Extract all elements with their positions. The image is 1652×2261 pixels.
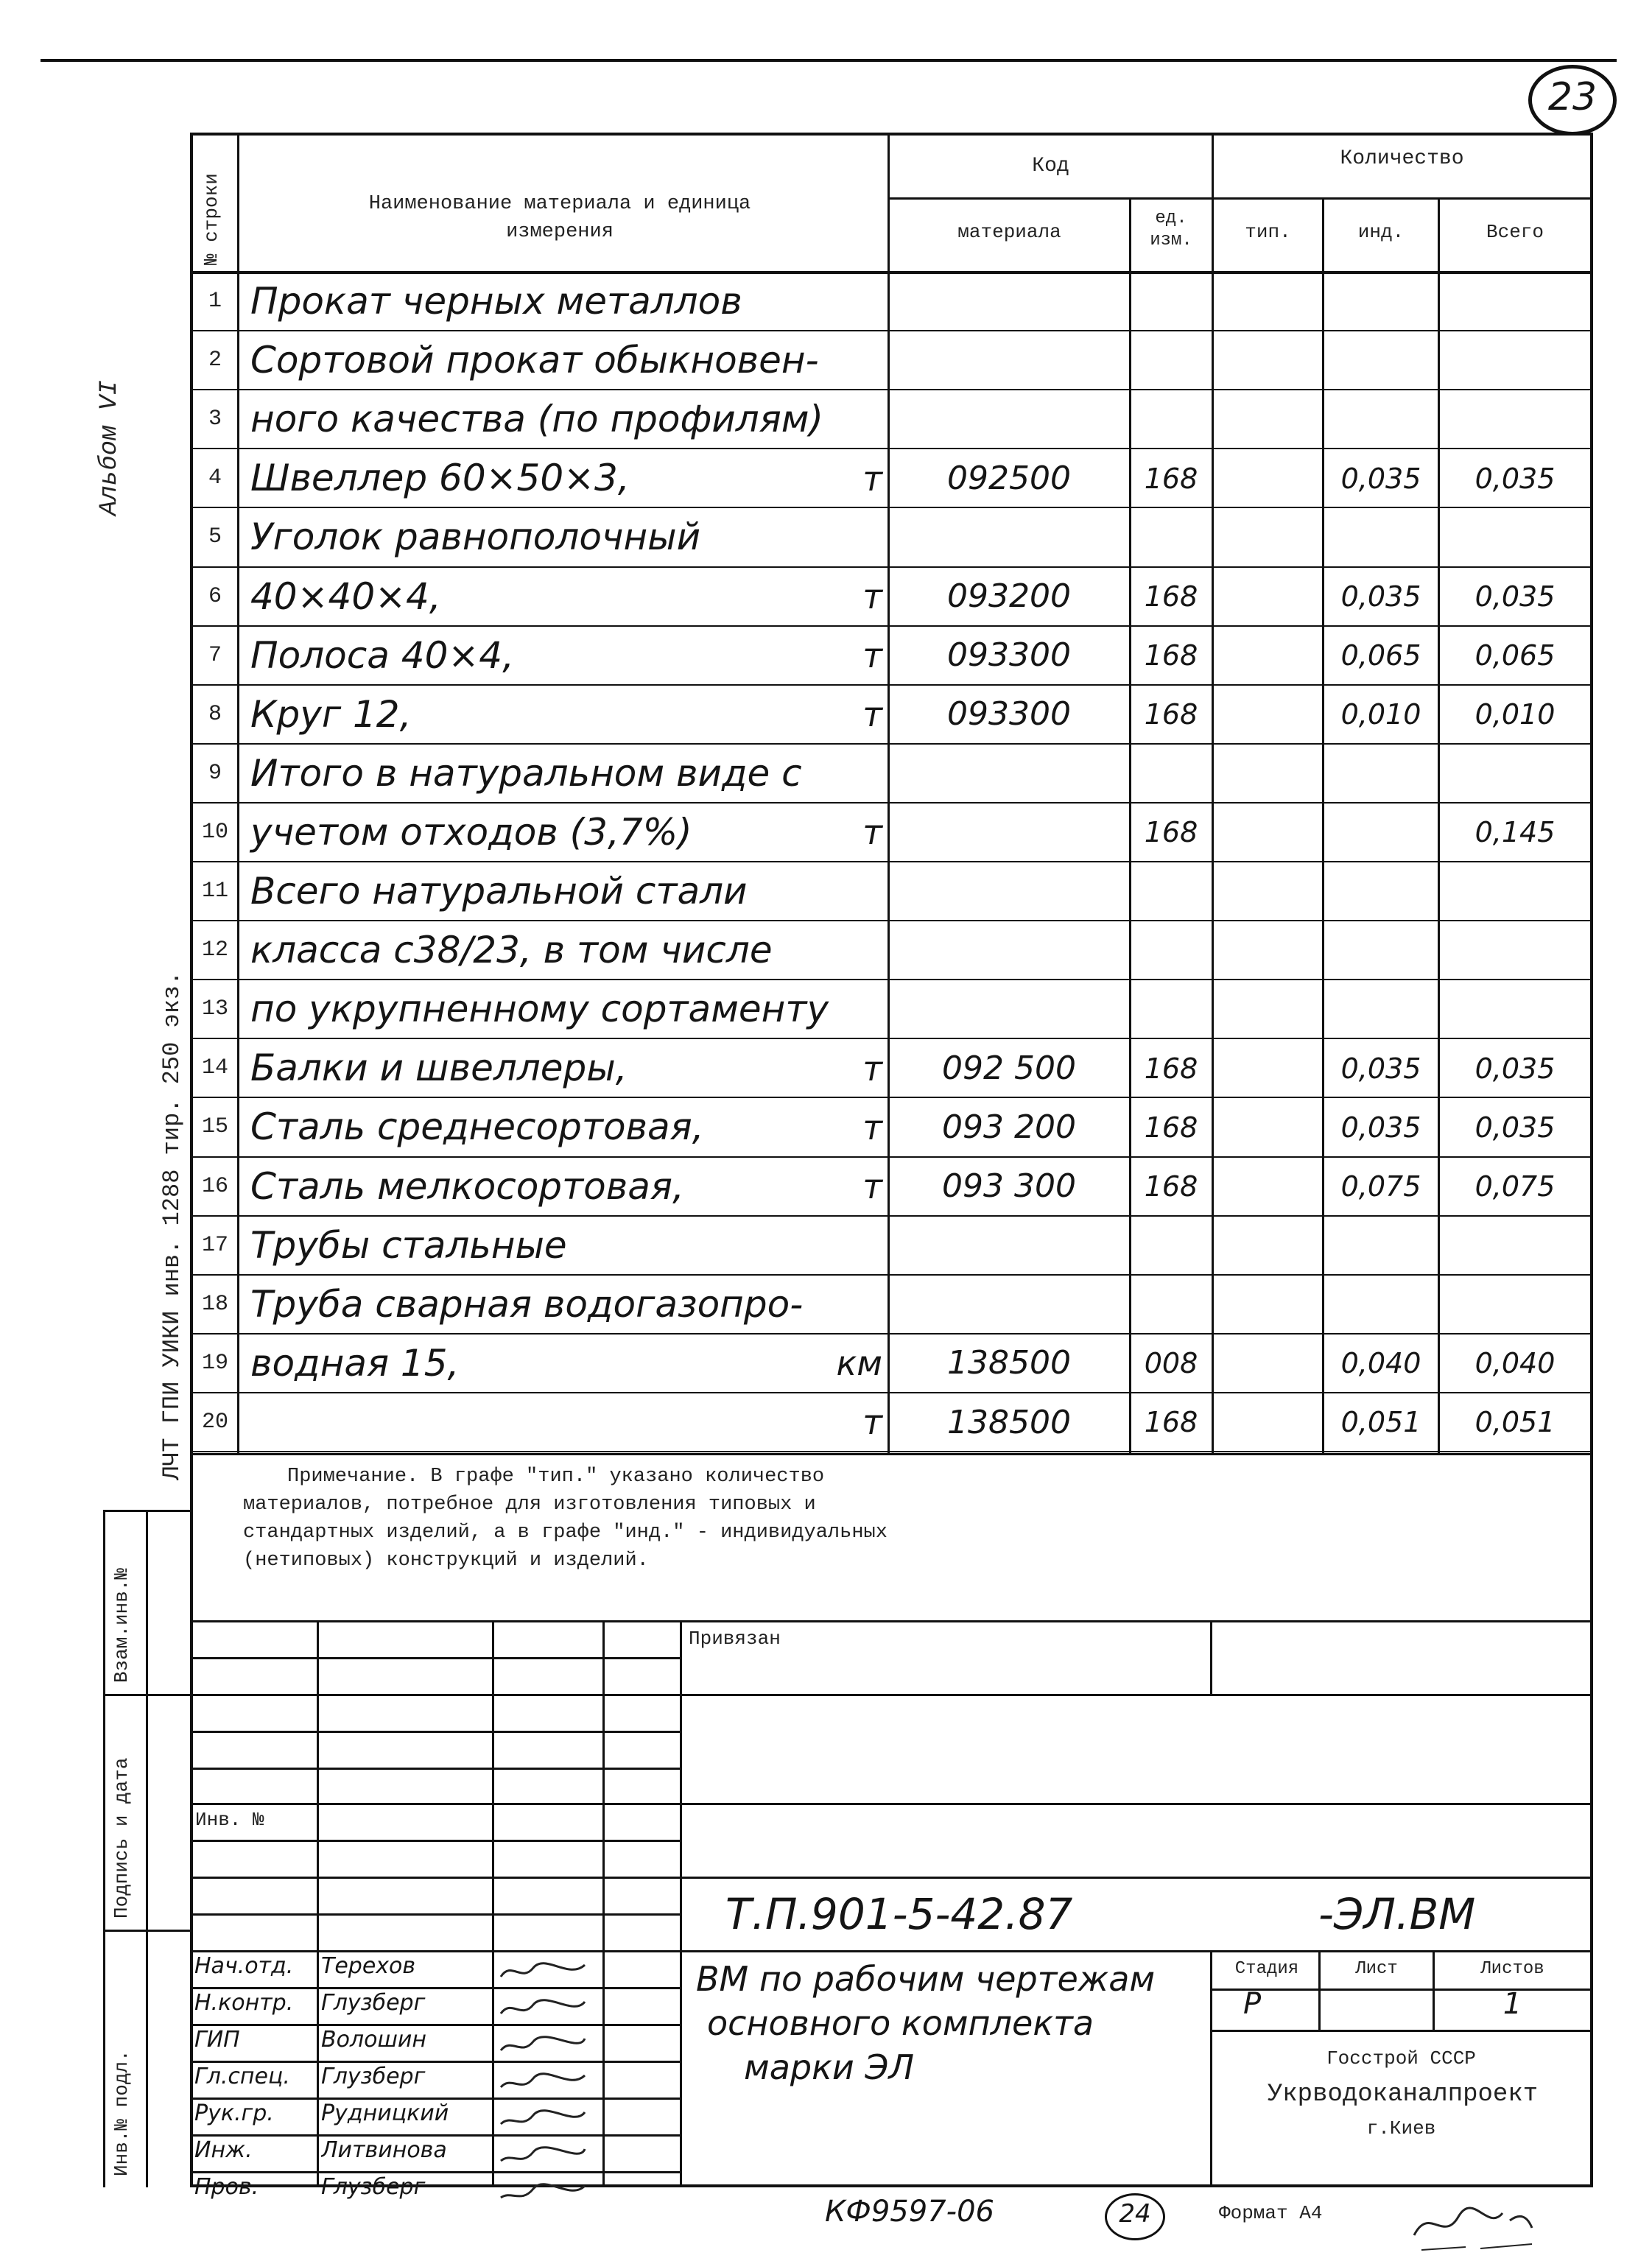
cell-name: Швеллер 60×50×3, xyxy=(250,457,630,500)
signature-mark xyxy=(496,2065,600,2098)
header-qty-typ: тип. xyxy=(1245,221,1291,243)
cell-code: 093300 xyxy=(947,695,1071,734)
album-label: Альбом VI xyxy=(96,380,124,516)
cell-name: учетом отходов (3,7%) xyxy=(250,810,692,854)
margin-reference: ЛЧТ ГПИ УИКИ инв. 1288 тир. 250 экз. xyxy=(158,971,186,1480)
cell-n: 12 xyxy=(201,938,228,963)
row-divider xyxy=(193,389,1590,390)
cell-n: 7 xyxy=(208,642,222,668)
stamp-col-4 xyxy=(680,1620,682,2187)
cell-ind: 0,075 xyxy=(1340,1170,1421,1203)
cell-name: 40×40×4, xyxy=(250,574,441,618)
stamp-line-7 xyxy=(190,1840,680,1842)
cell-code: 093300 xyxy=(947,636,1071,675)
row-divider xyxy=(193,861,1590,862)
signatory-role: Пров. xyxy=(194,2174,259,2200)
cell-ind: 0,040 xyxy=(1340,1347,1421,1380)
signatory-role: Гл.спец. xyxy=(194,2064,290,2089)
signature-mark xyxy=(496,2176,600,2208)
side-stack-mid xyxy=(146,1510,148,2187)
cell-total: 0,035 xyxy=(1475,1111,1556,1144)
row-divider xyxy=(193,920,1590,921)
cell-code: 092500 xyxy=(947,459,1071,497)
row-divider xyxy=(193,743,1590,745)
cell-total: 0,035 xyxy=(1475,462,1556,495)
cell-name: водная 15, xyxy=(250,1341,460,1385)
table-top-border xyxy=(190,133,1593,136)
privyazan-label: Привязан xyxy=(689,1628,781,1650)
note-line-1: Примечание. В графе "тип." указано количество xyxy=(287,1466,825,1488)
stamp-line-4 xyxy=(190,1731,680,1733)
cell-unit-code: 168 xyxy=(1144,697,1198,731)
side-stack-div1 xyxy=(103,1694,193,1696)
header-qty-total: Всего xyxy=(1486,221,1544,243)
cell-unit: т xyxy=(862,576,882,616)
cell-n: 13 xyxy=(201,996,228,1022)
header-code-material: материала xyxy=(957,221,1061,243)
stamp-stage-line-2 xyxy=(1210,2030,1593,2032)
cell-unit-code: 168 xyxy=(1144,462,1198,495)
cell-unit-code: 168 xyxy=(1144,816,1198,849)
cell-name: ного качества (по профилям) xyxy=(250,398,824,441)
stamp-line-15 xyxy=(190,2134,680,2137)
signatory-role: Н.контр. xyxy=(194,1990,294,2016)
cell-name: по укрупненному сортаменту xyxy=(250,988,829,1031)
side-podpis-data: Подпись и дата xyxy=(110,1757,133,1919)
cell-name: Всего натуральной стали xyxy=(250,870,748,913)
cell-total: 0,065 xyxy=(1475,639,1556,672)
cell-name: Балки и швеллеры, xyxy=(250,1047,628,1090)
signatory-name: Терехов xyxy=(321,1953,416,1979)
stamp-col-3 xyxy=(602,1620,605,2187)
side-inv-podl: Инв.№ подл. xyxy=(110,2050,133,2176)
row-divider xyxy=(193,330,1590,331)
note-line-4: (нетиповых) конструкций и изделий. xyxy=(243,1550,649,1572)
row-divider xyxy=(193,684,1590,686)
format-label: Формат А4 xyxy=(1219,2202,1323,2224)
cell-unit: т xyxy=(862,1166,882,1206)
stamp-line-3 xyxy=(190,1694,1593,1696)
header-material-name: Наименование материала и единица измерения xyxy=(368,193,751,243)
cell-ind: 0,010 xyxy=(1340,697,1421,731)
footer-reference: КФ9597-06 xyxy=(825,2195,994,2229)
cell-ind: 0,035 xyxy=(1340,1111,1421,1144)
row-divider xyxy=(193,979,1590,980)
cell-unit: т xyxy=(862,1048,882,1089)
row-divider xyxy=(193,1156,1590,1158)
document-title-line-2: основного комплекта xyxy=(707,2003,1094,2043)
row-divider xyxy=(193,566,1590,568)
cell-n: 11 xyxy=(201,879,228,904)
header-subline xyxy=(887,197,1593,200)
stamp-line-14 xyxy=(190,2098,680,2100)
cell-name: Уголок равнополочный xyxy=(250,516,701,559)
row-divider xyxy=(193,1215,1590,1217)
organization-line-1: Госстрой СССР xyxy=(1326,2047,1476,2070)
inv-no-label: Инв. № xyxy=(195,1809,264,1831)
header-code-unit: ед. изм. xyxy=(1150,208,1192,250)
cell-unit-code: 168 xyxy=(1144,1170,1198,1203)
document-mark: -ЭЛ.ВМ xyxy=(1318,1889,1476,1939)
cell-unit: т xyxy=(862,1107,882,1147)
cell-name: Сортовой прокат обыкновен- xyxy=(250,339,819,382)
cell-name: Сталь среднесортовая, xyxy=(250,1105,704,1149)
cell-unit: т xyxy=(862,695,882,735)
cell-total: 0,035 xyxy=(1475,1052,1556,1085)
stamp-line-11 xyxy=(190,1987,680,1989)
page-number: 23 xyxy=(1547,75,1597,119)
sheets-label: Листов xyxy=(1480,1959,1544,1979)
sheets-value: 1 xyxy=(1502,1987,1522,2021)
signatory-name: Глузберг xyxy=(321,1990,426,2016)
cell-name: Трубы стальные xyxy=(250,1223,567,1267)
row-divider xyxy=(193,1038,1590,1039)
row-divider xyxy=(193,1392,1590,1393)
side-vzam-inv: Взам.инв.№ xyxy=(110,1567,133,1683)
signatory-name: Волошин xyxy=(321,2027,427,2053)
signatory-name: Глузберг xyxy=(321,2174,426,2200)
table-right-border xyxy=(1590,133,1593,2187)
stamp-line-16 xyxy=(190,2171,680,2173)
cell-name: Сталь мелкосортовая, xyxy=(250,1164,684,1208)
cell-n: 5 xyxy=(208,524,222,550)
header-row-number: № строки xyxy=(200,173,222,265)
signatory-role: Рук.гр. xyxy=(194,2100,274,2126)
side-stack-left xyxy=(103,1510,105,2187)
stamp-line-5 xyxy=(190,1768,680,1770)
cell-n: 3 xyxy=(208,407,222,432)
stamp-col-2 xyxy=(492,1620,494,2187)
cell-n: 1 xyxy=(208,289,222,314)
cell-unit-code: 168 xyxy=(1144,1406,1198,1439)
cell-total: 0,040 xyxy=(1475,1347,1556,1380)
cell-n: 8 xyxy=(208,701,222,727)
cell-unit-code: 168 xyxy=(1144,580,1198,613)
table-left-border xyxy=(190,133,193,2187)
cell-name: Прокат черных металлов xyxy=(250,280,742,323)
cell-name: Полоса 40×4, xyxy=(250,633,514,677)
stamp-top-line xyxy=(190,1620,1593,1622)
row-divider xyxy=(193,448,1590,449)
stamp-line-8 xyxy=(190,1877,1593,1879)
table-body-bottom xyxy=(190,1453,1593,1455)
stamp-line-6 xyxy=(190,1803,1593,1805)
cell-unit: т xyxy=(862,458,882,499)
signature-mark xyxy=(496,1991,600,2024)
cell-unit: км xyxy=(836,1343,882,1384)
cell-n: 18 xyxy=(201,1291,228,1317)
note-line-3: стандартных изделий, а в графе "инд." - индивидуальных xyxy=(243,1522,887,1544)
header-qty-ind: инд. xyxy=(1357,221,1405,243)
stamp-line-10 xyxy=(190,1950,1593,1952)
cell-code: 138500 xyxy=(947,1344,1071,1382)
footer-signature-mark xyxy=(1399,2191,1576,2257)
signatory-role: ГИП xyxy=(194,2027,240,2053)
footer-sheet-number: 24 xyxy=(1119,2199,1151,2229)
side-stack-div2 xyxy=(103,1930,193,1932)
stamp-col-1 xyxy=(317,1620,319,2187)
top-rule xyxy=(41,59,1617,62)
row-divider xyxy=(193,802,1590,804)
organization-line-3: г.Киев xyxy=(1366,2117,1436,2139)
stage-label: Стадия xyxy=(1234,1959,1299,1979)
cell-total: 0,145 xyxy=(1475,816,1556,849)
cell-code: 093 200 xyxy=(942,1108,1076,1147)
cell-name: Итого в натуральном виде с xyxy=(250,751,802,795)
cell-n: 6 xyxy=(208,583,222,609)
cell-ind: 0,051 xyxy=(1340,1406,1421,1439)
cell-code: 093200 xyxy=(947,577,1071,616)
signatory-name: Рудницкий xyxy=(321,2100,449,2126)
stamp-line-13 xyxy=(190,2061,680,2063)
signatory-role: Инж. xyxy=(194,2137,253,2163)
stamp-col-privyazan xyxy=(1210,1620,1212,1694)
document-title-line-3: марки ЭЛ xyxy=(744,2047,915,2087)
cell-n: 9 xyxy=(208,760,222,786)
cell-unit-code: 168 xyxy=(1144,1111,1198,1144)
cell-n: 4 xyxy=(208,465,222,491)
signature-mark xyxy=(496,1955,600,1987)
cell-code: 138500 xyxy=(947,1403,1071,1441)
row-divider xyxy=(193,1097,1590,1098)
signature-mark xyxy=(496,2028,600,2061)
cell-total: 0,075 xyxy=(1475,1170,1556,1203)
cell-ind: 0,035 xyxy=(1340,580,1421,613)
signatory-name: Глузберг xyxy=(321,2064,426,2089)
cell-total: 0,051 xyxy=(1475,1406,1556,1439)
organization-line-2: Укрводоканалпроект xyxy=(1267,2081,1539,2109)
cell-code: 093 300 xyxy=(942,1167,1076,1206)
cell-ind: 0,035 xyxy=(1340,462,1421,495)
signature-mark xyxy=(496,2102,600,2134)
cell-ind: 0,035 xyxy=(1340,1052,1421,1085)
row-divider xyxy=(193,1333,1590,1335)
cell-n: 20 xyxy=(201,1409,228,1435)
stamp-line-12 xyxy=(190,2024,680,2026)
signatory-name: Литвинова xyxy=(321,2137,447,2163)
cell-name: Круг 12, xyxy=(250,692,412,736)
cell-unit: т xyxy=(862,1402,882,1443)
cell-n: 16 xyxy=(201,1173,228,1199)
row-divider xyxy=(193,625,1590,627)
cell-unit-code: 008 xyxy=(1144,1347,1198,1380)
header-bottom-line xyxy=(190,271,1593,274)
col-line-ind xyxy=(1322,197,1324,1455)
cell-total: 0,010 xyxy=(1475,697,1556,731)
cell-n: 17 xyxy=(201,1232,228,1258)
row-divider xyxy=(193,1451,1590,1452)
stage-value: Р xyxy=(1242,1987,1262,2021)
header-quantity: Количество xyxy=(1340,147,1464,170)
row-divider xyxy=(193,507,1590,508)
cell-name: класса с38/23, в том числе xyxy=(250,929,773,972)
cell-unit-code: 168 xyxy=(1144,639,1198,672)
signature-mark xyxy=(496,2139,600,2171)
cell-n: 19 xyxy=(201,1350,228,1376)
signatory-role: Нач.отд. xyxy=(194,1953,294,1979)
cell-unit-code: 168 xyxy=(1144,1052,1198,1085)
cell-n: 2 xyxy=(208,348,222,373)
document-code: Т.П.901-5-42.87 xyxy=(725,1889,1073,1939)
side-stack-top xyxy=(103,1510,193,1512)
document-title-line-1: ВМ по рабочим чертежам xyxy=(696,1959,1156,1999)
stamp-line-2 xyxy=(190,1657,680,1659)
cell-n: 14 xyxy=(201,1055,228,1081)
cell-code: 092 500 xyxy=(942,1049,1076,1087)
cell-name: Труба сварная водогазопро- xyxy=(250,1282,804,1326)
cell-n: 10 xyxy=(201,819,228,845)
cell-total: 0,035 xyxy=(1475,580,1556,613)
cell-unit: т xyxy=(862,812,882,853)
cell-n: 15 xyxy=(201,1114,228,1140)
sheet-label: Лист xyxy=(1355,1959,1398,1979)
cell-ind: 0,065 xyxy=(1340,639,1421,672)
note-line-2: материалов, потребное для изготовления типовых и xyxy=(243,1494,816,1516)
stamp-line-9 xyxy=(190,1913,680,1916)
row-divider xyxy=(193,1274,1590,1276)
cell-unit: т xyxy=(862,636,882,676)
header-code: Код xyxy=(1032,155,1069,177)
